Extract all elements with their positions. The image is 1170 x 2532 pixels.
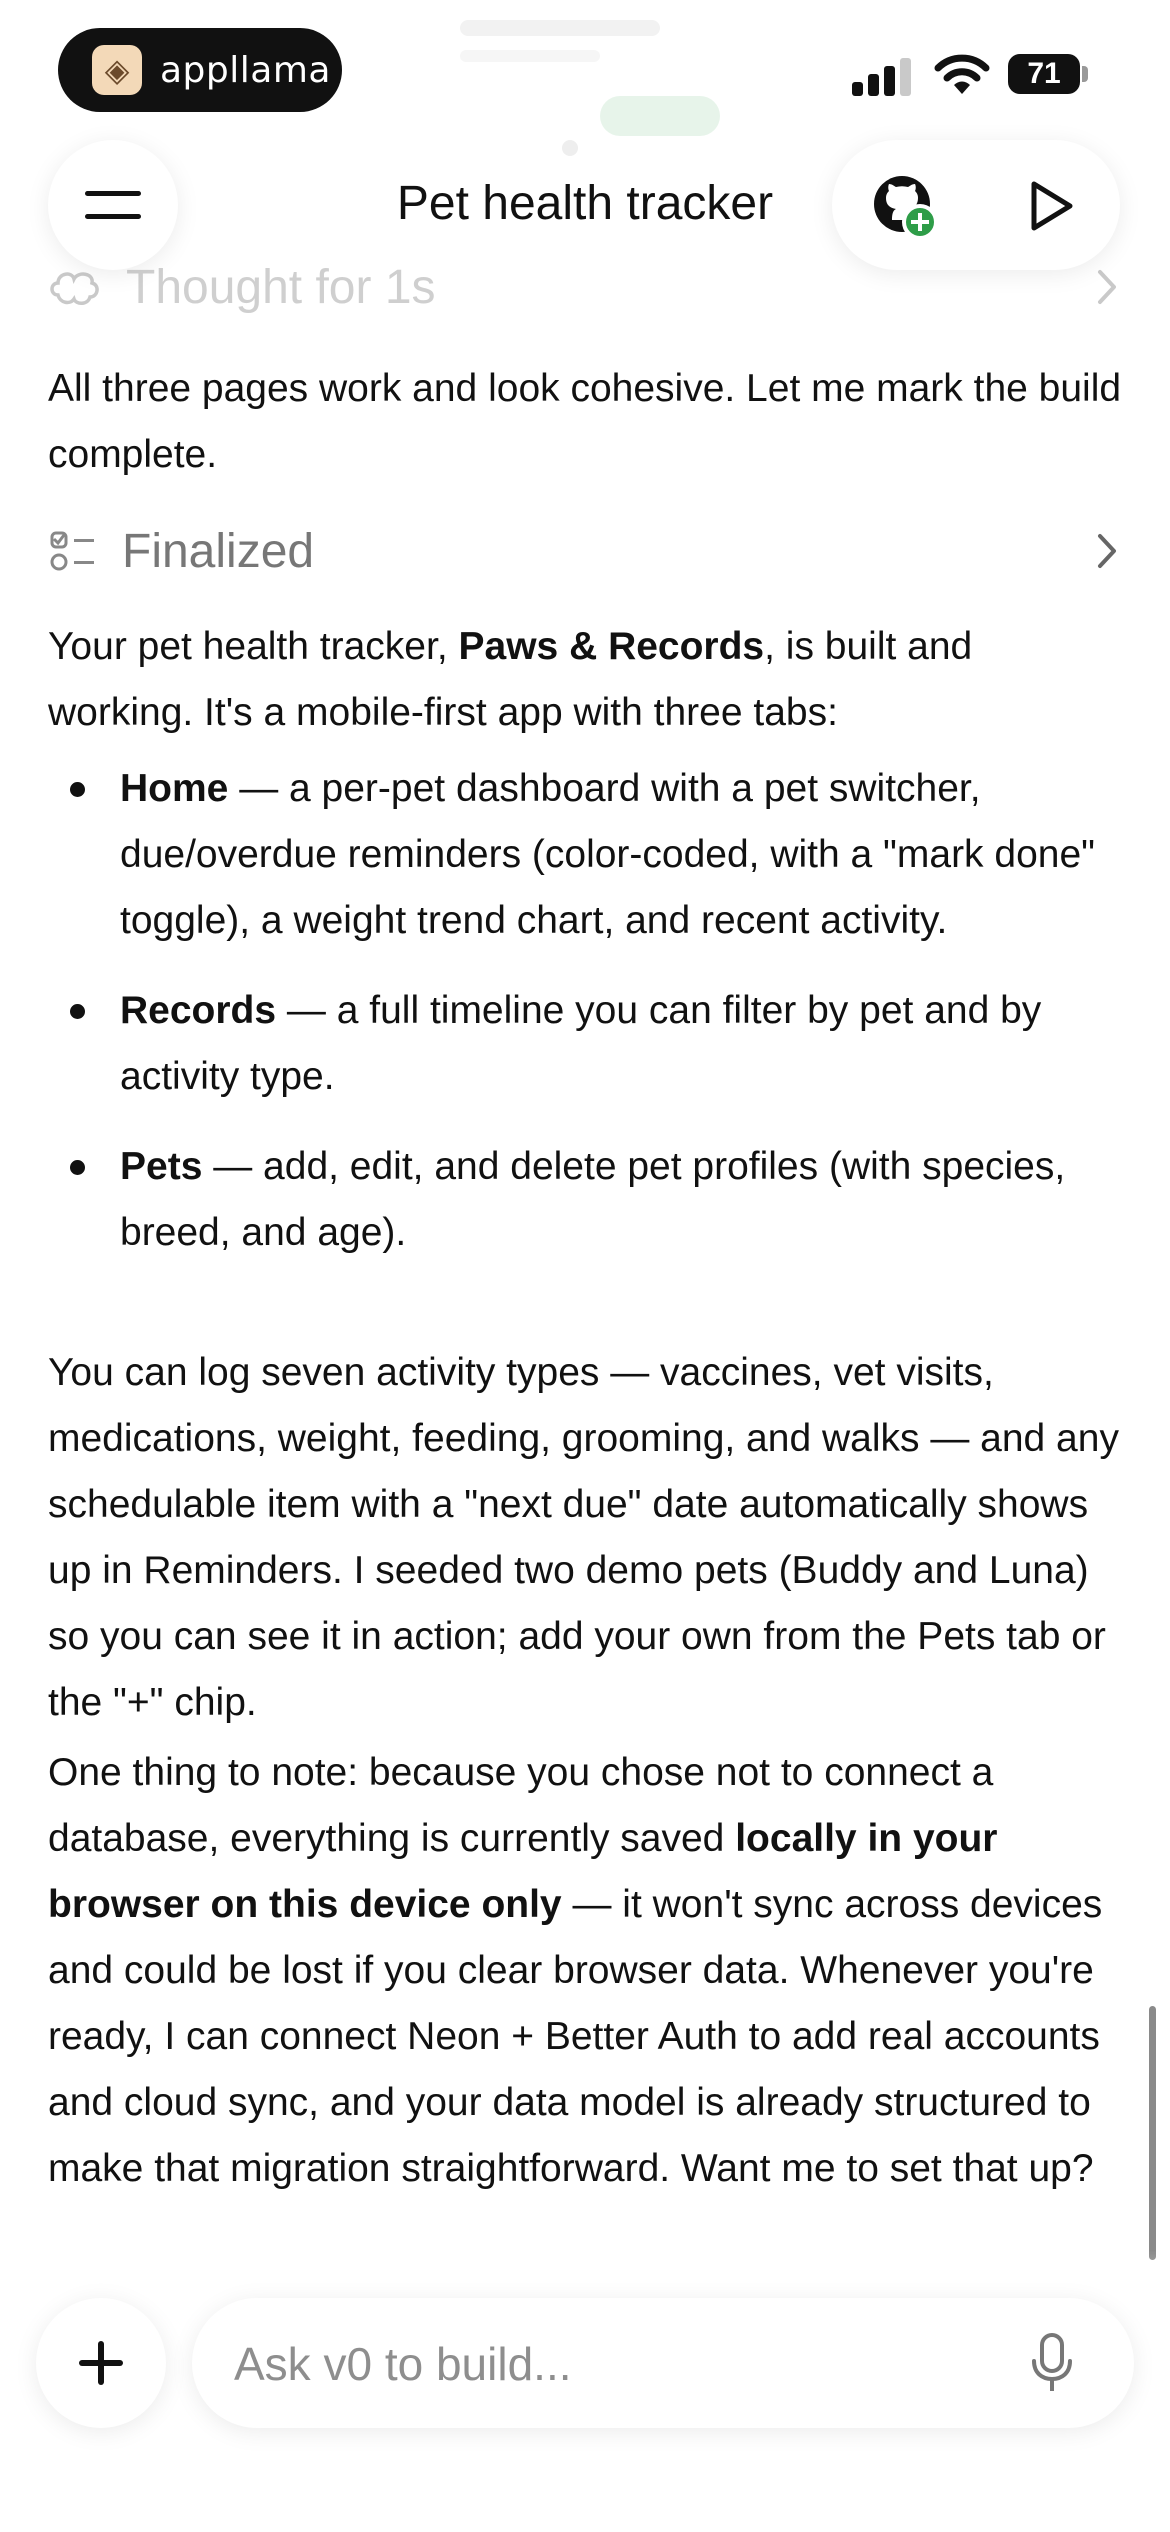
app-name: Paws & Records [458,625,765,668]
chevron-right-icon [1092,264,1122,310]
tabs-list [48,756,1122,1290]
hamburger-menu-icon [85,187,141,223]
scrollbar[interactable] [1149,2006,1156,2260]
note-bold: locally in your browser on this device only [48,1817,998,1926]
cellular-signal-icon [852,56,914,96]
bullet-title: Records [120,989,277,1032]
bullet-text: — add, edit, and delete pet profiles (with species, breed, and age). [120,1145,1066,1254]
bullet-text: — a full timeline you can filter by pet and by activity type. [120,989,1042,1098]
thought-label: Thought for 1s [126,260,436,314]
note-post: — it won't sync across devices and could be lost if you clear browser data. Whenever you're ready, I can connect Neon + Better Auth to add real accounts and cloud sync, and your data model is already structured to make that migration straightforward. Want me to set that up? [48,1883,1103,2190]
intro-message: All three pages work and look cohesive. Let me mark the build complete. [48,367,1122,476]
chevron-right-icon [1092,528,1122,574]
wifi-icon [934,52,990,96]
thought-step[interactable] [48,252,1122,322]
list-item-records [48,978,1122,1110]
database-note [48,1740,1122,2202]
summary-post: , is built and working. It's a mobile-first app with three tabs: [48,625,973,734]
brand-name: appllama [160,49,331,91]
finalized-label: Finalized [122,524,315,578]
prompt-input[interactable] [232,2298,996,2430]
microphone-icon[interactable] [1030,2333,1074,2395]
bullet-title: Pets [120,1145,203,1188]
github-add-icon[interactable] [872,174,938,240]
add-attachment-button[interactable] [36,2298,166,2428]
checklist-icon [48,529,96,573]
bullet-text: — a per-pet dashboard with a pet switcher, due/overdue reminders (color-coded, with a "mark done" toggle), a weight trend chart, and recent activity. [120,767,1095,942]
list-item-home [48,756,1122,954]
list-item-pets [48,1134,1122,1266]
prompt-composer [192,2298,1134,2428]
summary-message [48,614,1122,746]
battery-icon: 71 [1008,54,1080,94]
finalized-step[interactable] [48,516,1122,586]
note-pre: One thing to note: because you chose not to connect a database, everything is currently saved [48,1751,994,1860]
plus-icon [77,2339,125,2387]
menu-button[interactable] [48,140,178,270]
activity-paragraph: You can log seven activity types — vaccines, vet visits, medications, weight, feeding, grooming, and walks — and any schedulable item with a "next due" date automatically shows up in Reminders. I seeded two demo pets (Buddy and Luna) so you can see it in action; add your own from the Pets tab or the "+" chip. [48,1351,1119,1724]
battery-cap [1082,66,1088,82]
scrolled-content-ghost [420,0,780,170]
brain-icon [48,265,100,309]
brand-pill[interactable] [58,28,342,112]
llama-logo-icon: ◈ [92,45,142,95]
header-actions [832,140,1120,270]
bullet-title: Home [120,767,229,810]
play-icon[interactable] [1020,176,1080,236]
summary-pre: Your pet health tracker, [48,625,459,668]
page-title: Pet health tracker [396,177,774,230]
